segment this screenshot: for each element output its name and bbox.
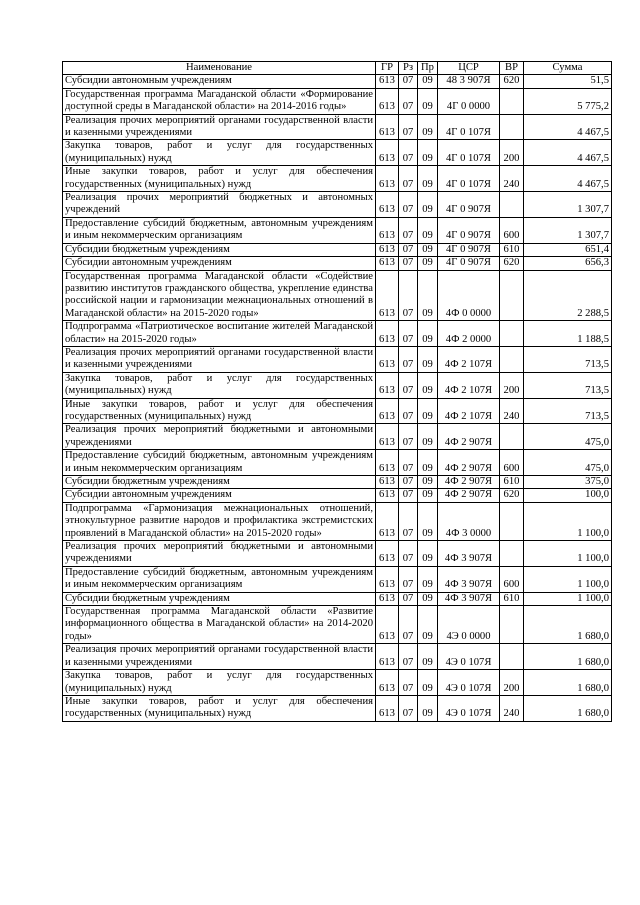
cell-vr: 200 (500, 372, 524, 398)
cell-pr: 09 (418, 217, 438, 243)
table-row (63, 88, 612, 114)
cell-vr (500, 541, 524, 567)
cell-sum: 656,3 (524, 257, 612, 270)
cell-sum: 1 100,0 (524, 592, 612, 605)
cell-vr: 620 (500, 257, 524, 270)
cell-name: Реализация прочих мероприятий бюджетных и автономных учреждений (63, 192, 376, 218)
cell-sum: 5 775,2 (524, 88, 612, 114)
cell-pr: 09 (418, 243, 438, 256)
cell-gr: 613 (376, 541, 399, 567)
cell-rz: 07 (399, 566, 418, 592)
cell-gr: 613 (376, 424, 399, 450)
header-vr: ВР (500, 62, 524, 75)
cell-name: Реализация прочих мероприятий органами государственной власти и казенными учреждениями (63, 114, 376, 140)
cell-gr: 613 (376, 476, 399, 489)
cell-name: Реализация прочих мероприятий бюджетными и автономными учреждениями (63, 424, 376, 450)
cell-pr: 09 (418, 502, 438, 540)
cell-csr: 4Г 0 907Я (438, 192, 500, 218)
cell-rz: 07 (399, 644, 418, 670)
table-row (63, 424, 612, 450)
table-row (63, 606, 612, 644)
cell-sum: 1 100,0 (524, 566, 612, 592)
cell-gr: 613 (376, 270, 399, 321)
cell-sum: 4 467,5 (524, 114, 612, 140)
cell-vr: 200 (500, 670, 524, 696)
cell-rz: 07 (399, 695, 418, 721)
cell-rz: 07 (399, 372, 418, 398)
cell-rz: 07 (399, 243, 418, 256)
table-row (63, 140, 612, 166)
cell-vr (500, 270, 524, 321)
cell-sum: 1 680,0 (524, 606, 612, 644)
cell-gr: 613 (376, 166, 399, 192)
cell-csr: 4Э 0 107Я (438, 670, 500, 696)
cell-pr: 09 (418, 592, 438, 605)
table-row (63, 541, 612, 567)
cell-name: Иные закупки товаров, работ и услуг для обеспечения государственных (муниципальных) нужд (63, 695, 376, 721)
cell-sum: 1 188,5 (524, 321, 612, 347)
cell-pr: 09 (418, 321, 438, 347)
cell-name: Субсидии бюджетным учреждениям (63, 592, 376, 605)
cell-name: Реализация прочих мероприятий органами государственной власти и казенными учреждениями (63, 644, 376, 670)
cell-rz: 07 (399, 424, 418, 450)
cell-sum: 651,4 (524, 243, 612, 256)
cell-rz: 07 (399, 166, 418, 192)
cell-vr (500, 644, 524, 670)
cell-sum: 375,0 (524, 476, 612, 489)
cell-vr: 240 (500, 166, 524, 192)
cell-gr: 613 (376, 140, 399, 166)
header-rz: Рз (399, 62, 418, 75)
cell-gr: 613 (376, 592, 399, 605)
cell-pr: 09 (418, 398, 438, 424)
cell-gr: 613 (376, 114, 399, 140)
cell-vr (500, 606, 524, 644)
cell-pr: 09 (418, 166, 438, 192)
cell-gr: 613 (376, 398, 399, 424)
table-row (63, 192, 612, 218)
cell-rz: 07 (399, 88, 418, 114)
budget-table (62, 61, 612, 722)
cell-rz: 07 (399, 476, 418, 489)
cell-name: Предоставление субсидий бюджетным, автономным учреждениям и иным некоммерческим организациям (63, 217, 376, 243)
cell-pr: 09 (418, 695, 438, 721)
table-row (63, 450, 612, 476)
cell-sum: 475,0 (524, 450, 612, 476)
cell-gr: 613 (376, 502, 399, 540)
cell-gr: 613 (376, 489, 399, 502)
cell-name: Иные закупки товаров, работ и услуг для обеспечения государственных (муниципальных) нужд (63, 398, 376, 424)
cell-gr: 613 (376, 670, 399, 696)
table-row (63, 372, 612, 398)
cell-vr: 610 (500, 243, 524, 256)
table-body (63, 75, 612, 721)
cell-gr: 613 (376, 75, 399, 88)
cell-csr: 4Ф 2 0000 (438, 321, 500, 347)
cell-pr: 09 (418, 606, 438, 644)
header-pr: Пр (418, 62, 438, 75)
cell-rz: 07 (399, 592, 418, 605)
table-row (63, 217, 612, 243)
table-row (63, 270, 612, 321)
cell-sum: 1 307,7 (524, 192, 612, 218)
cell-rz: 07 (399, 140, 418, 166)
cell-pr: 09 (418, 88, 438, 114)
cell-vr: 240 (500, 398, 524, 424)
table-row (63, 566, 612, 592)
cell-pr: 09 (418, 424, 438, 450)
cell-rz: 07 (399, 192, 418, 218)
cell-name: Закупка товаров, работ и услуг для государственных (муниципальных) нужд (63, 372, 376, 398)
cell-rz: 07 (399, 606, 418, 644)
cell-rz: 07 (399, 257, 418, 270)
cell-name: Государственная программа Магаданской области «Формирование доступной среды в Магаданской области» на 2014-2016 годы» (63, 88, 376, 114)
cell-csr: 4Э 0 107Я (438, 695, 500, 721)
cell-gr: 613 (376, 566, 399, 592)
cell-name: Субсидии автономным учреждениям (63, 489, 376, 502)
cell-csr: 4Ф 2 907Я (438, 476, 500, 489)
cell-csr: 4Ф 2 107Я (438, 346, 500, 372)
cell-vr: 600 (500, 450, 524, 476)
table-row (63, 644, 612, 670)
cell-gr: 613 (376, 695, 399, 721)
cell-name: Подпрограмма «Патриотическое воспитание жителей Магаданской области» на 2015-2020 годы» (63, 321, 376, 347)
cell-vr: 620 (500, 75, 524, 88)
cell-rz: 07 (399, 450, 418, 476)
cell-vr: 610 (500, 592, 524, 605)
cell-name: Государственная программа Магаданской области «Содействие развитию институтов гражданского общества, укрепление единства российской нации и гармонизации межнациональных отношений в Магаданской области» на 2015-2020 годы» (63, 270, 376, 321)
table-row (63, 346, 612, 372)
cell-sum: 4 467,5 (524, 166, 612, 192)
cell-gr: 613 (376, 192, 399, 218)
cell-vr (500, 321, 524, 347)
cell-sum: 713,5 (524, 346, 612, 372)
cell-vr (500, 424, 524, 450)
cell-csr: 4Ф 3 907Я (438, 541, 500, 567)
cell-vr: 610 (500, 476, 524, 489)
cell-gr: 613 (376, 372, 399, 398)
table-row (63, 114, 612, 140)
cell-gr: 613 (376, 257, 399, 270)
cell-sum: 475,0 (524, 424, 612, 450)
cell-gr: 613 (376, 321, 399, 347)
header-csr: ЦСР (438, 62, 500, 75)
header-sum: Сумма (524, 62, 612, 75)
cell-pr: 09 (418, 670, 438, 696)
table-row (63, 476, 612, 489)
cell-csr: 4Г 0 107Я (438, 114, 500, 140)
cell-rz: 07 (399, 321, 418, 347)
cell-pr: 09 (418, 257, 438, 270)
cell-rz: 07 (399, 346, 418, 372)
cell-csr: 48 3 907Я (438, 75, 500, 88)
cell-gr: 613 (376, 644, 399, 670)
cell-sum: 1 680,0 (524, 644, 612, 670)
cell-name: Субсидии бюджетным учреждениям (63, 476, 376, 489)
cell-vr (500, 192, 524, 218)
cell-pr: 09 (418, 541, 438, 567)
table-row (63, 166, 612, 192)
cell-csr: 4Г 0 907Я (438, 243, 500, 256)
header-name: Наименование (63, 62, 376, 75)
cell-name: Субсидии автономным учреждениям (63, 75, 376, 88)
cell-csr: 4Г 0 107Я (438, 166, 500, 192)
cell-vr (500, 346, 524, 372)
cell-rz: 07 (399, 670, 418, 696)
table-row (63, 257, 612, 270)
cell-sum: 1 307,7 (524, 217, 612, 243)
cell-vr: 600 (500, 566, 524, 592)
cell-csr: 4Э 0 107Я (438, 644, 500, 670)
table-row (63, 592, 612, 605)
cell-sum: 2 288,5 (524, 270, 612, 321)
cell-rz: 07 (399, 217, 418, 243)
cell-pr: 09 (418, 346, 438, 372)
cell-rz: 07 (399, 398, 418, 424)
cell-pr: 09 (418, 192, 438, 218)
cell-gr: 613 (376, 217, 399, 243)
cell-csr: 4Э 0 0000 (438, 606, 500, 644)
table-row (63, 75, 612, 88)
cell-name: Подпрограмма «Гармонизация межнациональных отношений, этнокультурное развитие народов и профилактика экстремистских проявлений в Магаданской области» на 2015-2020 годы» (63, 502, 376, 540)
cell-name: Субсидии автономным учреждениям (63, 257, 376, 270)
header-gr: ГР (376, 62, 399, 75)
cell-name: Субсидии бюджетным учреждениям (63, 243, 376, 256)
cell-gr: 613 (376, 450, 399, 476)
cell-gr: 613 (376, 606, 399, 644)
cell-sum: 713,5 (524, 398, 612, 424)
document-page (62, 61, 611, 722)
cell-sum: 1 680,0 (524, 695, 612, 721)
cell-gr: 613 (376, 88, 399, 114)
table-row (63, 670, 612, 696)
table-row (63, 321, 612, 347)
cell-pr: 09 (418, 450, 438, 476)
cell-name: Иные закупки товаров, работ и услуг для обеспечения государственных (муниципальных) нужд (63, 166, 376, 192)
cell-rz: 07 (399, 75, 418, 88)
cell-name: Реализация прочих мероприятий органами государственной власти и казенными учреждениями (63, 346, 376, 372)
cell-rz: 07 (399, 489, 418, 502)
cell-rz: 07 (399, 114, 418, 140)
cell-csr: 4Г 0 907Я (438, 257, 500, 270)
table-row (63, 695, 612, 721)
cell-csr: 4Ф 2 907Я (438, 450, 500, 476)
cell-name: Закупка товаров, работ и услуг для государственных (муниципальных) нужд (63, 670, 376, 696)
table-row (63, 489, 612, 502)
cell-csr: 4Ф 2 907Я (438, 489, 500, 502)
cell-sum: 1 100,0 (524, 541, 612, 567)
cell-rz: 07 (399, 270, 418, 321)
table-header-row (63, 62, 612, 75)
cell-sum: 1 680,0 (524, 670, 612, 696)
cell-name: Государственная программа Магаданской области «Развитие информационного общества в Магаданской области» на 2014-2020 годы» (63, 606, 376, 644)
cell-pr: 09 (418, 140, 438, 166)
cell-csr: 4Г 0 107Я (438, 140, 500, 166)
cell-csr: 4Ф 3 907Я (438, 566, 500, 592)
cell-csr: 4Г 0 907Я (438, 217, 500, 243)
cell-csr: 4Ф 2 907Я (438, 424, 500, 450)
cell-vr: 600 (500, 217, 524, 243)
cell-vr: 620 (500, 489, 524, 502)
cell-name: Реализация прочих мероприятий бюджетными и автономными учреждениями (63, 541, 376, 567)
cell-rz: 07 (399, 541, 418, 567)
cell-vr: 240 (500, 695, 524, 721)
cell-gr: 613 (376, 243, 399, 256)
cell-pr: 09 (418, 372, 438, 398)
cell-csr: 4Ф 3 907Я (438, 592, 500, 605)
cell-vr (500, 88, 524, 114)
cell-gr: 613 (376, 346, 399, 372)
cell-pr: 09 (418, 644, 438, 670)
cell-sum: 713,5 (524, 372, 612, 398)
cell-csr: 4Ф 3 0000 (438, 502, 500, 540)
cell-name: Предоставление субсидий бюджетным, автономным учреждениям и иным некоммерческим организациям (63, 450, 376, 476)
table-row (63, 243, 612, 256)
cell-pr: 09 (418, 476, 438, 489)
cell-pr: 09 (418, 489, 438, 502)
cell-sum: 100,0 (524, 489, 612, 502)
cell-vr (500, 502, 524, 540)
cell-pr: 09 (418, 114, 438, 140)
cell-rz: 07 (399, 502, 418, 540)
cell-pr: 09 (418, 270, 438, 321)
cell-sum: 4 467,5 (524, 140, 612, 166)
cell-name: Закупка товаров, работ и услуг для государственных (муниципальных) нужд (63, 140, 376, 166)
cell-vr (500, 114, 524, 140)
cell-sum: 51,5 (524, 75, 612, 88)
cell-csr: 4Ф 2 107Я (438, 372, 500, 398)
cell-pr: 09 (418, 75, 438, 88)
cell-sum: 1 100,0 (524, 502, 612, 540)
cell-name: Предоставление субсидий бюджетным, автономным учреждениям и иным некоммерческим организациям (63, 566, 376, 592)
cell-csr: 4Ф 0 0000 (438, 270, 500, 321)
cell-csr: 4Г 0 0000 (438, 88, 500, 114)
cell-csr: 4Ф 2 107Я (438, 398, 500, 424)
table-row (63, 398, 612, 424)
table-row (63, 502, 612, 540)
cell-pr: 09 (418, 566, 438, 592)
cell-vr: 200 (500, 140, 524, 166)
